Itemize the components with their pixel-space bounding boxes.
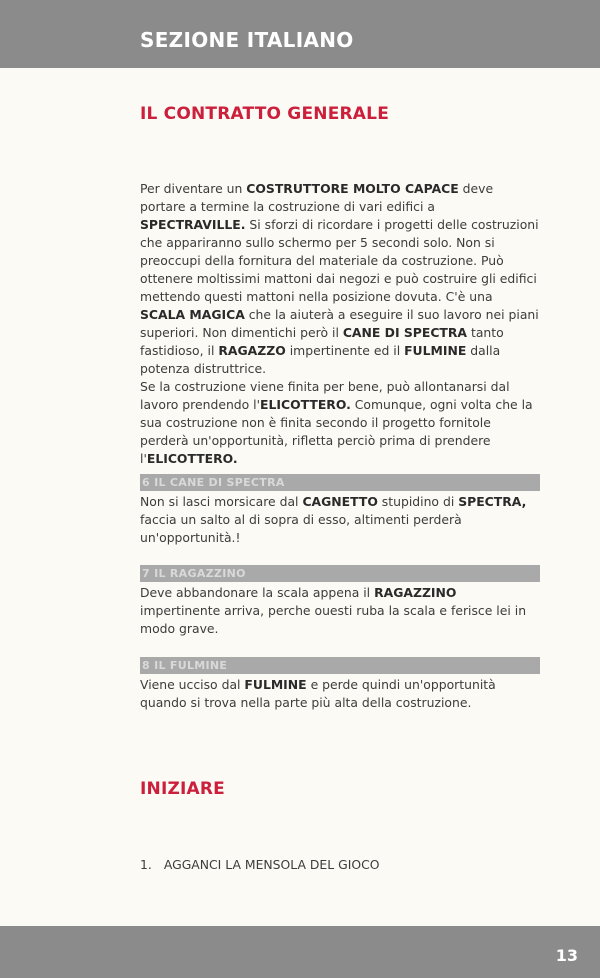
bold-term: SPECTRAVILLE. xyxy=(140,217,246,232)
bold-term: SCALA MAGICA xyxy=(140,307,245,322)
text-run: Se la costruzione viene finita per bene, può allontanarsi dal lavoro prendendo l' xyxy=(140,379,510,412)
text-run: che la aiuterà a eseguire il suo lavoro nei piani superiori. Non dimentichi però il xyxy=(140,307,539,340)
step-number: 1. xyxy=(140,857,152,872)
step-item xyxy=(140,856,380,874)
start-heading: INIZIARE xyxy=(140,779,225,799)
text-run: tanto fastidioso, il xyxy=(140,325,504,358)
page-number: 13 xyxy=(555,946,578,965)
bold-term: FULMINE xyxy=(404,343,467,358)
bold-term: ELICOTTERO. xyxy=(260,397,351,412)
bold-term: FULMINE xyxy=(244,677,307,692)
dog-paragraph xyxy=(140,493,540,547)
contract-heading: IL CONTRATTO GENERALE xyxy=(140,104,390,124)
text-run: deve portare a termine la costruzione di vari edifici a xyxy=(140,181,494,214)
text-run: Comunque, ogni volta che la sua costruzione non è finita secondo il progetto fornitole perderà un'opportunità, rifletta perciò prima di prendere l' xyxy=(140,397,533,466)
step-text: AGGANCI LA MENSOLA DEL GIOCO xyxy=(163,857,380,872)
text-run: dalla potenza distruttrice. xyxy=(140,343,501,376)
bold-term: RAGAZZO xyxy=(218,343,286,358)
text-run: Non si lasci morsicare dal xyxy=(140,494,303,509)
bold-term: ELICOTTERO. xyxy=(146,451,238,466)
dog-subheading: 6 IL CANE DI SPECTRA xyxy=(142,476,285,489)
text-run: e perde quindi un'opportunità quando si trova nella parte più alta della costruzione. xyxy=(140,677,496,710)
bolt-subheading: 8 IL FULMINE xyxy=(142,659,228,672)
text-run: stupidino di xyxy=(377,494,459,509)
bolt-paragraph xyxy=(140,676,540,712)
text-run: impertinente arriva, perche ouesti ruba la scala e ferisce lei in modo grave. xyxy=(140,603,527,636)
bold-term: CANE DI SPECTRA xyxy=(342,325,468,340)
text-run: Viene ucciso dal xyxy=(140,677,245,692)
bolt-subheading-band xyxy=(140,657,540,674)
bold-term: SPECTRA, xyxy=(458,494,527,509)
text-run: Si sforzi di ricordare i progetti delle costruzioni che appariranno sullo schermo per 5 secondi solo. Non si preoccupi della fornitura del materiale da costruzione. Può ottenere moltissimi mattoni dai negozi e può costruire gli edifici mettendo questi mattoni nella posizione dovuta. C'è una xyxy=(140,217,539,304)
text-run: Per diventare un xyxy=(140,181,247,196)
section-label: SEZIONE ITALIANO xyxy=(140,28,354,52)
text-run: impertinente ed il xyxy=(285,343,405,358)
boy-subheading: 7 IL RAGAZZINO xyxy=(142,567,246,580)
dog-subheading-band xyxy=(140,474,540,491)
bold-term: RAGAZZINO xyxy=(374,585,457,600)
bold-term: COSTRUTTORE MOLTO CAPACE xyxy=(246,181,459,196)
bold-term: CAGNETTO xyxy=(302,494,378,509)
text-run: Deve abbandonare la scala appena il xyxy=(140,585,375,600)
intro-paragraph xyxy=(140,180,540,468)
text-run: faccia un salto al di sopra di esso, altimenti perderà un'opportunità.! xyxy=(140,512,462,545)
boy-paragraph xyxy=(140,584,540,638)
boy-subheading-band xyxy=(140,565,540,582)
footer-band xyxy=(0,926,600,978)
